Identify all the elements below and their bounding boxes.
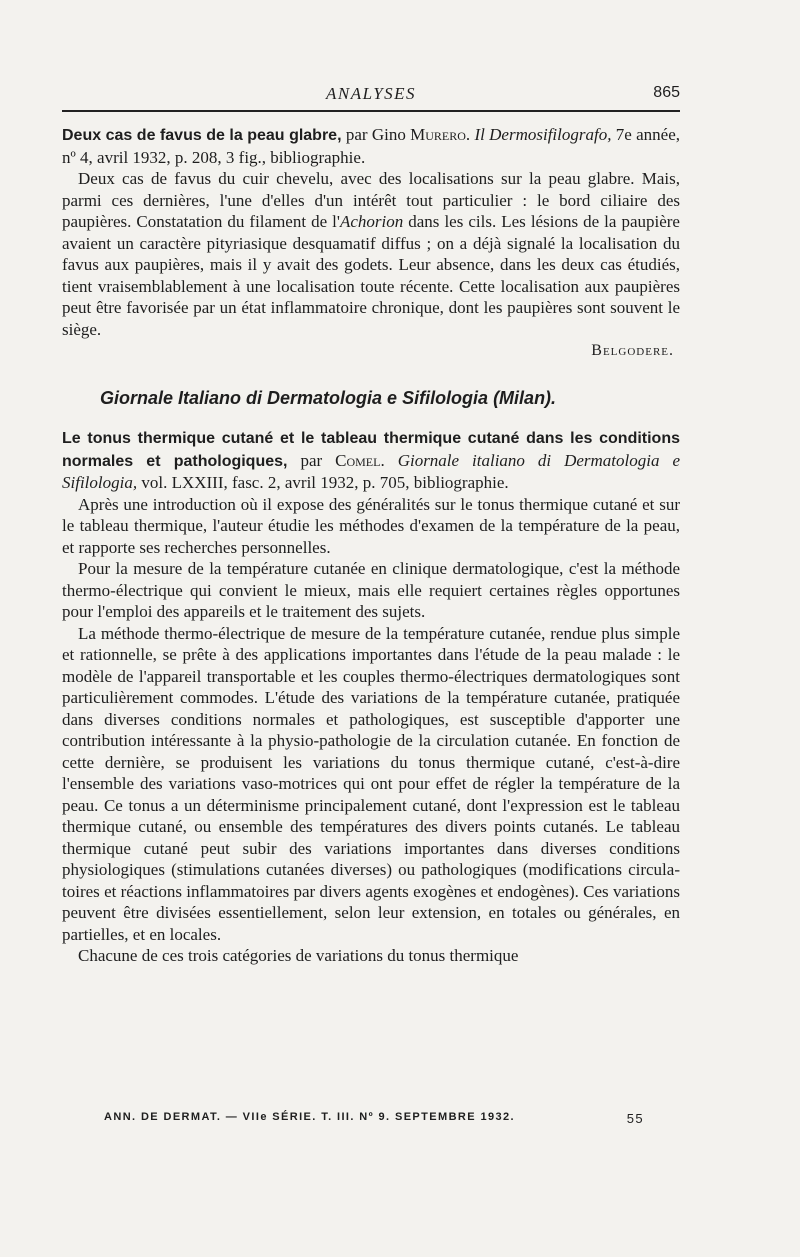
running-head <box>62 80 680 110</box>
entry2-journal: Giornale italiano di Dermatologia e Sifilologia, <box>62 450 680 492</box>
page-number: 865 <box>653 84 680 101</box>
entry2-author: Comel <box>335 450 381 470</box>
entry1-by: par Gino <box>341 125 411 144</box>
page-body <box>62 80 680 967</box>
entry1-citation: 7e année, nº 4, avril 1932, p. 208, 3 fig., bibliographie. <box>62 125 680 167</box>
entry2-paragraph: La méthode thermo-électrique de mesure de la température cutanée, rendue plus simple et rationnelle, se prête à des applications importantes dans l'étude de la peau malade : le modèle de l'appareil transportable et les couples thermo-électriques dermatologiques sont particulièrement commodes. L'étude des variations de la température cutanée, pratiquée dans diverses conditions normales et pathologiques, est susceptible d'apporter une contribution intéressante à la physio-pathologie de la circulation cutanée. En fonction de cette dernière, se produisent les variations du tonus thermique cutané, c'est-à-dire l'ensemble des variations vaso-motrices qui ont pour effet de régler la température de la peau. Ce tonus a un déterminisme principalement cutané, dont l'expression est le tableau thermique cutané, ou ensemble des températures des divers points cutanés. Le tableau thermique cutané peut subir des variations importantes dans diverses conditions physiologiques (stimulations cutanées diverses) ou pathologiques (modifications circulatoires et réactions inflammatoires par divers agents exogènes et endogènes). Ces variations peuvent être divisées essentiellement, selon leur extension, en totales ou générales, en partielles, et en locales. <box>62 623 680 944</box>
entry1-signature: Belgodere. <box>591 342 674 359</box>
entry1-paragraph: Deux cas de favus du cuir chevelu, avec des localisations sur la peau glabre. Mais, parmi ces dernières, l'une d'elles d'un intérêt tout particulier : le bord ciliaire des paupières. Constatation du filament de l'Achorion dans les cils. Les lésions de la paupière avaient un caractère pityriasique desquamatif diffus ; on a déjà signalé la localisation du favus aux paupières, mais il y avait des godets. Leur absence, dans les deux cas étudiés, tient vraisemblablement à une localisation toute récente. Cette localisation aux paupières peut être favorisée par un état inflammatoire chronique, dont les paupières sont souvent le siège. <box>62 169 680 339</box>
entry2-title: Le tonus thermique cutané et le tableau thermique cutané dans les conditions normales et pathologiques, <box>62 430 680 470</box>
entry2-paragraph: Chacune de ces trois catégories de variations du tonus thermique <box>78 946 519 965</box>
entry1-italic-term: Achorion <box>339 212 404 231</box>
footer <box>104 1111 644 1126</box>
entry1-sep: . <box>465 125 475 144</box>
section-heading: Giornale Italiano di Dermatologia e Sifilologia (Milan). <box>100 388 557 408</box>
entry1-author: Murero <box>410 125 466 144</box>
running-title: ANALYSES <box>325 84 417 103</box>
header-rule <box>62 110 680 112</box>
entry2-citation: vol. LXXIII, fasc. 2, avril 1932, p. 705, bibliographie. <box>137 473 509 492</box>
entry2-heading <box>62 427 680 494</box>
entry2-sep: . <box>380 450 398 470</box>
entry2-paragraph: Pour la mesure de la température cutanée en clinique dermatologique, c'est la méthode thermo-électrique qui convient le mieux, mais elle requiert certaines règles opportunes pour l'emploi des appareils et le traitement des sujets. <box>62 559 680 621</box>
entry2-paragraph: Après une introduction où il expose des généralités sur le tonus thermique cutané et sur le tableau thermique, l'auteur étudie les méthodes d'examen de la température de la peau, et rapporte ses recherches personnelles. <box>62 494 680 557</box>
entry1-heading <box>62 124 680 168</box>
footer-line: ANN. DE DERMAT. — VIIe SÉRIE. T. III. Nº 9. SEPTEMBRE 1932. <box>104 1111 515 1123</box>
entry1-title: Deux cas de favus de la peau glabre, <box>62 127 342 144</box>
entry2-by: par <box>287 450 336 470</box>
footer-number: 55 <box>626 1111 644 1126</box>
entry1-journal: Il Dermosifilografo, <box>474 125 612 144</box>
